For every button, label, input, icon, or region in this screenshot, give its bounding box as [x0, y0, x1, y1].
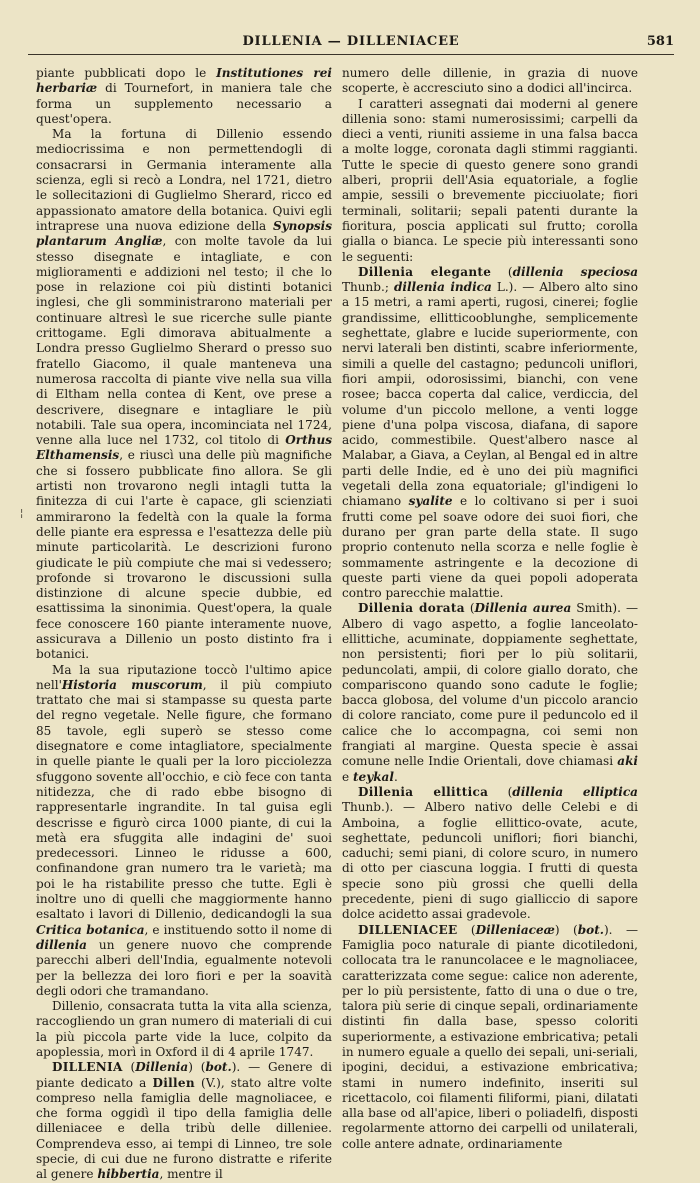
text-run: Thunb.). — Albero nativo delle Celebi e di Amboina, a foglie ellittico-ovate, acute, seghettate, peduncoli uniflori; fiori bianchi, caduchi; semi piani, di colore scuro, in numero di otto per ciascuna loggia. I frutti di questa specie sono più grossi che quelli della precedente, pieni di sugo gialliccio di sapore dolce acidetto assai gradevole.: [342, 800, 638, 922]
page-number: 581: [646, 34, 674, 49]
latin-name: Dilleniaceæ: [475, 922, 555, 937]
entry-dillenia-ellittica: [342, 785, 638, 923]
text-run: , mentre il: [159, 1167, 223, 1182]
entry-dillenia: [36, 1060, 332, 1182]
text-run: Smith). — Albero di vago aspetto, a foglie lanceolato-ellittiche, acuminate, doppiamente seghettate, non persistenti; fiori per lo più solitarii, peduncolati, ampii, di colore giallo dorato, che compariscono quando sono cadute le foglie; bacca globosa, del volume d'un piccolo arancio di colore ranciato, come pure il peduncolo ed il calice che lo accompagna, coi semi non frangiati al margine. Questa specie è assai comune nelle Indie Orientali, dove chiamasi: [342, 601, 638, 769]
text-run: Thunb.;: [342, 280, 394, 295]
text-run: (: [122, 1060, 136, 1075]
paragraph: [36, 66, 332, 127]
text-run: ) (: [554, 922, 578, 937]
text-run: (V.), stato altre volte compreso nella famiglia delle magnoliacee, e che forma oggidì il tipo della famiglia delle dilleniacee e della tribù delle dilleniee. Comprendeva esso, ai tempi di Linneo, tre sole specie, di cui due ne furono distratte e riferite al genere: [36, 1075, 333, 1182]
native-name: syalite: [408, 494, 453, 509]
text-run: ). — Genere di piante dedicato a: [36, 1060, 332, 1090]
left-column: [36, 66, 333, 1182]
entry-headword: Dillenia elegante: [358, 264, 492, 279]
text-run: L.). — Albero alto sino a 15 metri, a rami aperti, rugosi, cinerei; foglie grandissime, ellitticooblunghe, semplicemente seghettate, glabre e lucide superiormente, con nervi laterali ben distinti, scabre inferiormente, simili a quelle del castagno; peduncoli uniflori, fiori ampii, odorosissimi, bianchi, con vene rosee; bacca coperta dal calice, verdiccia, del volume d'un piccolo mellone, a venti logge piene d'una polpa viscosa, diafana, di sapore acido, commestibile. Quest'albero nasce al Malabar, a Giava, a Ceylan, al Bengal ed in altre parti delle Indie, ed è uno dei più magnifici vegetali della zona equatoriale; gl'indigeni lo chiamano: [342, 280, 638, 509]
paragraph: [36, 999, 332, 1060]
text-run: Dillenio, consacrata tutta la vita alla scienza, raccogliendo un gran numero di materiali di cui la più piccola parte vide la luce, colpito da apoplessia, morì in Oxford il di 4 aprile 1747.: [36, 999, 332, 1059]
entry-headword: DILLENIA: [52, 1060, 123, 1075]
native-name: teykal: [352, 769, 394, 784]
cross-reference: Dillen: [152, 1075, 195, 1090]
entry-headword: Dillenia ellittica: [358, 784, 489, 799]
latin-name: Dillenia aurea: [474, 601, 572, 616]
text-run: .: [393, 769, 398, 784]
text-run: , con molte tavole da lui stesso disegnate e intagliate, e con miglioramenti e addizioni nel testo; il che lo pose in relazione coi più distinti botanici inglesi, che gli somministrarono materiali per continuare altresì le sue ricerche sulle piante crittogame. Egli dimorava abitualmente a Londra presso Guglielmo Sherard o presso suo fratello Giacomo, il quale manteneva una numerosa raccolta di piante vive nella sua villa di Eltham nella contea di Kent, ove prese a descrivere, disegnare e intagliare le più notabili. Tale sua opera, incominciata nel 1724, venne alla luce nel 1732, col titolo di: [36, 234, 332, 448]
native-name: aki: [617, 754, 638, 769]
text-run: ). — Famiglia poco naturale di piante dicotiledoni, collocata tra le ranuncolacee e le magnoliacee, caratterizzata come segue: calice non aderente, per lo più persistente, fatto di una o due o tre, talora più serie di cinque sepali, ordinariamente distinti fin dalla base, spesso coloriti superiormente, a estivazione embricativa; petali in numero eguale a quello dei sepali, uni-seriali, ipogini, decidui, a estivazione embricativa; stami in numero indefinito, inseriti sul ricettacolo, coi filamenti filiformi, piani, dilatati alla base od all'apice, liberi o poliadelfi, disposti regolarmente attorno dei carpelli od unilaterali, colle antere adnate, ordinariamente: [342, 922, 639, 1151]
text-run: I caratteri assegnati dai moderni al genere dillenia sono: stami numerosissimi; carpelli da dieci a venti, riuniti assieme in una falsa bacca a molte logge, coronata dagli stimmi raggianti. Tutte le specie di questo genere sono grandi alberi, proprii dell'Asia equatoriale, a foglie ampie, sessili o brevemente picciuolate; fiori terminali, solitarii; sepali patenti durante la fioritura, poscia applicati sul frutto; corolla gialla o bianca. Le specie più interessanti sono le seguenti:: [342, 96, 638, 264]
latin-name: dillenia elliptica: [512, 784, 638, 799]
paragraph: [342, 66, 638, 97]
paragraph: [36, 127, 332, 662]
text-run: piante pubblicati dopo le: [36, 66, 217, 80]
running-head: DILLENIA — DILLENIACEE: [242, 34, 460, 49]
entry-dillenia-elegante: [342, 265, 638, 602]
text-run: , e instituendo sotto il nome di: [144, 922, 332, 937]
right-column: [342, 66, 639, 1151]
text-run: ) (: [188, 1060, 206, 1075]
genus-name: hibbertia: [97, 1167, 160, 1182]
text-run: e: [342, 769, 353, 784]
latin-name: dillenia indica: [393, 280, 492, 295]
entry-dilleniacee: [342, 923, 638, 1152]
text-run: , il più compiuto trattato che mai si stampasse su questa parte del regno vegetale. Nelle figure, che formano 85 tavole, egli superò se stesso come disegnatore e come intagliatore, specialmente in quelle piante le quali per la loro picciolezza sfuggono sovente all'occhio, e ciò fece con tanta nitidezza, che di rado ebbe bisogno di rappresentarle ingrandite. In tal guisa egli descrisse e figurò circa 1000 piante, di cui la metà era sfuggita alle indagini de' suoi predecessori. Linneo le ridusse a 600, confinandone gran numero tra le varietà; ma poi le ha ristabilite presso che tutte. Egli è inoltre uno di quelli che maggiormente hanno esaltato i lavori di Dillenio, dedicandogli la sua: [36, 677, 332, 922]
category-abbrev: bot.: [205, 1060, 232, 1075]
text-run: (: [491, 264, 513, 279]
text-run: numero delle dillenie, in grazia di nuove scoperte, è accresciuto sino a dodici all'incirca.: [342, 66, 638, 96]
entry-headword: Dillenia dorata: [358, 601, 465, 616]
text-run: (: [457, 922, 476, 937]
book-title: Institutiones rei herbariæ: [36, 66, 332, 96]
latin-name: dillenia speciosa: [512, 264, 638, 279]
text-run: di Tournefort, in maniera tale che forma un supplemento necessario a quest'opera.: [36, 81, 332, 126]
book-title: Synopsis plantarum Angliæ: [36, 218, 332, 249]
text-run: (: [464, 601, 475, 616]
entry-dillenia-dorata: [342, 601, 638, 785]
book-title: Historia muscorum: [61, 677, 203, 692]
text-run: Ma la sua riputazione toccò l'ultimo apice nell': [36, 662, 332, 692]
latin-name: Dillenia: [135, 1060, 189, 1075]
paragraph: [342, 97, 638, 265]
book-title: Critica botanica: [36, 922, 145, 937]
text-run: (: [488, 784, 513, 799]
text-run: un genere nuovo che comprende parecchi alberi dell'India, egualmente notevoli per la bellezza dei loro fiori e per la soavità degli odori che tramandano.: [36, 937, 332, 998]
paragraph: [36, 663, 332, 1000]
text-run: e lo coltivano si per i suoi frutti come pel soave odore dei suoi fiori, che durano per gran parte della state. Il sugo proprio contenuto nella scorza e nelle foglie è sommamente astringente e la decozione di queste parti viene da quei popoli adoperata contro parecchie malattie.: [342, 494, 638, 601]
page-header: [28, 32, 674, 55]
margin-mark: ¦: [20, 508, 24, 519]
genus-name: dillenia: [36, 937, 87, 952]
book-title: Orthus Elthamensis: [36, 433, 332, 463]
text-run: Ma la fortuna di Dillenio essendo mediocrissima e non permettendogli di consacrarsi in Germania interamente alla scienza, egli si recò a Londra, nel 1721, dietro le sollecitazioni di Guglielmo Sherard, ricco ed appassionato amatore della botanica. Quivi egli intraprese una nuova edizione della: [36, 127, 332, 233]
text-run: , e riuscì una delle più magnifiche che si fossero pubblicate fino allora. Se gli artisti non trovarono negli intagli tutta la finitezza di cui l'arte è capace, gli scienziati ammirarono la fedeltà con la quale la forma delle piante era espressa e l'esattezza delle più minute particolarità. Le descrizioni furono giudicate le più compiute che mai si vedessero; profonde si trovarono le discussioni sulla distinzione di alcune specie dubbie, ed esattissima la sinonimia. Quest'opera, la quale fece conoscere 160 piante interamente nuove, assicurava a Dillenio un posto distinto fra i botanici.: [36, 448, 332, 662]
category-abbrev: bot.: [577, 922, 604, 937]
entry-headword: DILLENIACEE: [358, 922, 458, 937]
